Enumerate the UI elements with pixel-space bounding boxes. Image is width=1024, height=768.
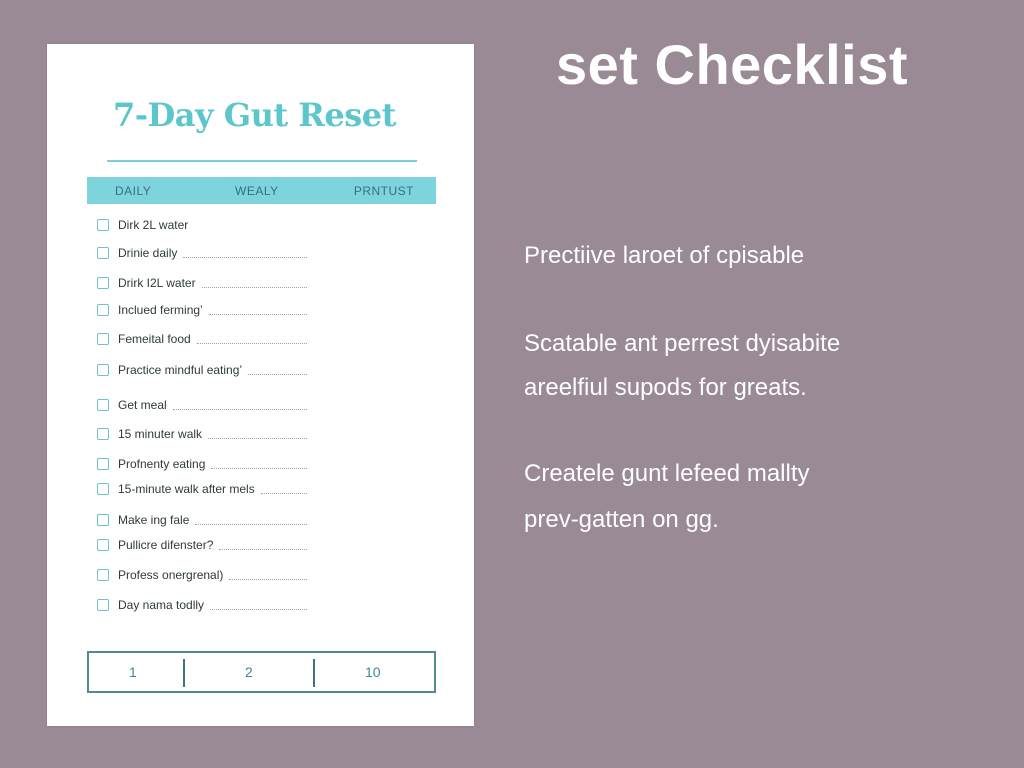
checklist-item-label: Get meal bbox=[118, 398, 167, 412]
checklist-item-label: Dirk 2L water bbox=[118, 218, 189, 232]
checklist-item[interactable] bbox=[97, 301, 307, 319]
dotted-leader bbox=[197, 335, 307, 344]
checklist-card bbox=[47, 44, 474, 726]
checklist-item[interactable] bbox=[97, 425, 307, 443]
checklist bbox=[97, 44, 427, 644]
checklist-item-label: Make ing fale bbox=[118, 513, 190, 527]
dotted-leader bbox=[248, 366, 307, 375]
card-title: 7-Day Gut Reset bbox=[113, 96, 396, 134]
checklist-item[interactable] bbox=[97, 330, 307, 348]
checkbox[interactable] bbox=[97, 333, 109, 345]
cell-divider bbox=[313, 659, 315, 687]
checklist-item[interactable] bbox=[97, 274, 307, 292]
dotted-leader bbox=[261, 485, 307, 494]
checklist-item-label: Day nama todlly bbox=[118, 598, 205, 612]
checklist-item-label: 15-minute walk after mels bbox=[118, 482, 255, 496]
dotted-leader bbox=[173, 401, 307, 410]
description-line: prev-gatten on gg. bbox=[524, 506, 719, 533]
dotted-leader bbox=[210, 601, 307, 610]
dotted-leader bbox=[209, 306, 307, 315]
checklist-item[interactable] bbox=[97, 511, 307, 529]
dotted-leader bbox=[219, 541, 307, 550]
checkbox[interactable] bbox=[97, 304, 109, 316]
column-header-weekly: WEALY bbox=[235, 184, 279, 198]
checklist-item[interactable] bbox=[97, 244, 307, 262]
dotted-leader bbox=[211, 460, 307, 469]
day-cell-1: 1 bbox=[129, 664, 137, 680]
checklist-item[interactable] bbox=[97, 596, 307, 614]
dotted-leader bbox=[202, 279, 307, 288]
checklist-item-label: Drirk I2L water bbox=[118, 276, 196, 290]
checklist-item-label: Practice mindful eating’ bbox=[118, 363, 243, 377]
checklist-item[interactable] bbox=[97, 396, 307, 414]
checkbox[interactable] bbox=[97, 277, 109, 289]
checklist-item[interactable] bbox=[97, 216, 307, 234]
checklist-item-label: Inclued ferming’ bbox=[118, 303, 203, 317]
description-line: Scatable ant perrest dyisabite bbox=[524, 330, 841, 357]
column-header-daily: DAILY bbox=[115, 184, 152, 198]
checklist-item-label: Drinie daily bbox=[118, 246, 178, 260]
description-line: areelfiul supods for greats. bbox=[524, 374, 807, 401]
checklist-item[interactable] bbox=[97, 455, 307, 473]
checkbox[interactable] bbox=[97, 247, 109, 259]
checkbox[interactable] bbox=[97, 458, 109, 470]
checklist-item-label: Pullicre difenster? bbox=[118, 538, 214, 552]
checkbox[interactable] bbox=[97, 514, 109, 526]
dotted-leader bbox=[195, 516, 307, 525]
description-line: Createle gunt lefeed mallty bbox=[524, 460, 810, 487]
checkbox[interactable] bbox=[97, 569, 109, 581]
checklist-item-label: Profess onergrenal) bbox=[118, 568, 224, 582]
day-cell-3: 10 bbox=[365, 664, 381, 680]
checkbox[interactable] bbox=[97, 399, 109, 411]
dotted-leader bbox=[229, 571, 307, 580]
checklist-item-label: Femeital food bbox=[118, 332, 191, 346]
day-tracker-table bbox=[87, 651, 436, 693]
checklist-item[interactable] bbox=[97, 480, 307, 498]
day-cell-2: 2 bbox=[245, 664, 253, 680]
dotted-leader bbox=[208, 430, 307, 439]
checkbox[interactable] bbox=[97, 364, 109, 376]
dotted-leader bbox=[183, 249, 307, 258]
checkbox[interactable] bbox=[97, 539, 109, 551]
checklist-item[interactable] bbox=[97, 566, 307, 584]
checklist-item-label: 15 minuter walk bbox=[118, 427, 203, 441]
description-line: Prectiive laroet of cpisable bbox=[524, 242, 805, 269]
checklist-item[interactable] bbox=[97, 361, 307, 379]
checklist-item[interactable] bbox=[97, 536, 307, 554]
cell-divider bbox=[183, 659, 185, 687]
checkbox[interactable] bbox=[97, 483, 109, 495]
checklist-item-label: Profnenty eating bbox=[118, 457, 206, 471]
column-header-printout: PRNTUST bbox=[353, 184, 414, 198]
checkbox[interactable] bbox=[97, 219, 109, 231]
checkbox[interactable] bbox=[97, 599, 109, 611]
page-headline: set Checklist bbox=[556, 33, 908, 96]
checkbox[interactable] bbox=[97, 428, 109, 440]
